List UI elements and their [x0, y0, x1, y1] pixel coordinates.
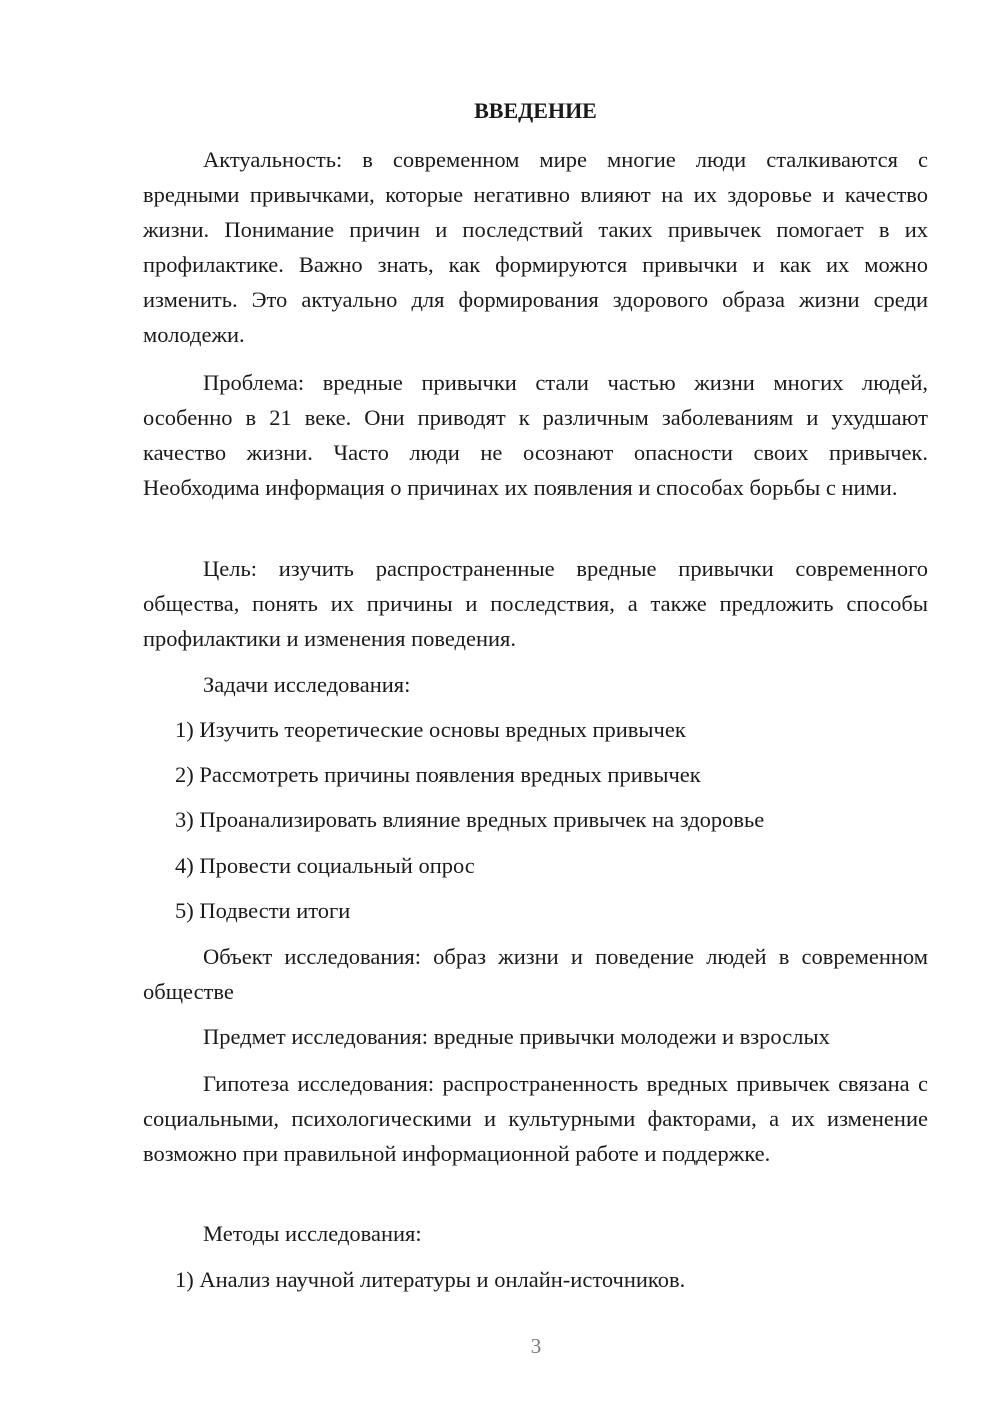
tasks-title: Задачи исследования: [203, 672, 411, 697]
list-item-task-2: 2) Рассмотреть причины появления вредных привычек [175, 762, 701, 787]
hypothesis-paragraph: Гипотеза исследования: распространенность вредных привычек связана с социальными, психологическими и культурными факторами, а их изменение возможно при правильной информационной работе и поддержке. [143, 1071, 928, 1166]
page-title: ВВЕДЕНИЕ [474, 98, 597, 123]
methods-title: Методы исследования: [203, 1221, 422, 1246]
subject-paragraph: Предмет исследования: вредные привычки молодежи и взрослых [203, 1024, 830, 1049]
list-item-method-1: 1) Анализ научной литературы и онлайн-источников. [175, 1267, 686, 1292]
problem-paragraph: Проблема: вредные привычки стали частью жизни многих людей, особенно в 21 веке. Они приводят к различным заболеваниям и ухудшают качество жизни. Часто люди не осознают опасности своих привычек. Необходима информация о причинах их появления и способах борьбы с ними. [143, 370, 928, 500]
page-number: 3 [530, 1334, 542, 1358]
goal-paragraph: Цель: изучить распространенные вредные привычки современного общества, понять их причины и последствия, а также предложить способы профилактики и изменения поведения. [143, 556, 928, 651]
list-item-task-1: 1) Изучить теоретические основы вредных привычек [175, 717, 686, 742]
list-item-task-5: 5) Подвести итоги [175, 898, 351, 923]
list-item-task-3: 3) Проанализировать влияние вредных привычек на здоровье [175, 807, 765, 832]
relevance-paragraph: Актуальность: в современном мире многие люди сталкиваются с вредными привычками, которые негативно влияют на их здоровье и качество жизни. Понимание причин и последствий таких привычек помогает в их профилактике. Важно знать, как формируются привычки и как их можно изменить. Это актуально для формирования здорового образа жизни среди молодежи. [143, 147, 928, 347]
object-paragraph: Объект исследования: образ жизни и поведение людей в современном обществе [143, 944, 928, 1004]
list-item-task-4: 4) Провести социальный опрос [175, 853, 475, 878]
